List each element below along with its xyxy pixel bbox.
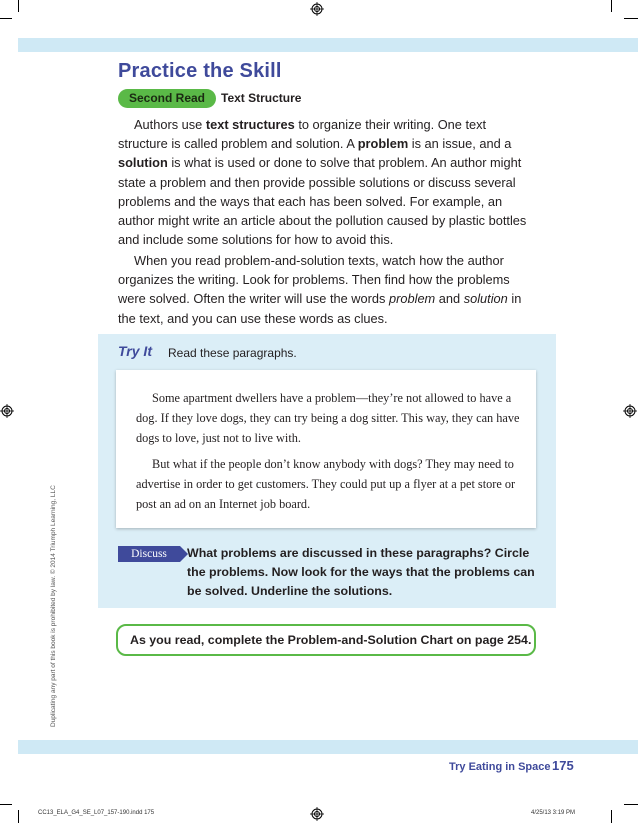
registration-mark-icon: [623, 404, 637, 418]
top-band: [18, 38, 638, 52]
reading-note: As you read, complete the Problem-and-Solution Chart on page 254.: [116, 624, 536, 656]
crop-mark: [611, 810, 612, 823]
passage-paragraph: Some apartment dwellers have a problem—they’re not allowed to have a dog. If they love dogs, they can try being a dog sitter. This way, they can have dogs to love, just not to live with.: [136, 391, 520, 445]
copyright-note: Duplicating any part of this book is prohibited by law. © 2014 Triumph Learning, LLC: [50, 485, 57, 727]
discuss-prompt: What problems are discussed in these paragraphs? Circle the problems. Now look for the ways that the problems can be solved. Underline the solutions.: [187, 546, 535, 598]
discuss-tag: Discuss: [118, 546, 180, 562]
footer-title: Try Eating in Space: [449, 761, 551, 773]
crop-mark: [18, 810, 19, 823]
paragraph: Authors use text structures to organize their writing. One text structure is called problem and solution. A problem is an issue, and a solution is what is used or done to solve that problem. An author might state a problem and then provide possible solutions or discuss several problems and the ways that each has been solved. For example, an author might write an article about the pollution caused by plastic bottles and include some solutions for how to avoid this.: [118, 117, 527, 248]
registration-mark-icon: [310, 2, 324, 16]
bottom-band: [18, 740, 638, 754]
try-it-instruction: Read these paragraphs.: [168, 346, 297, 360]
crop-mark: [18, 0, 19, 12]
file-slug: CC13_ELA_G4_SE_L07_157-190.indd 175: [38, 810, 155, 816]
page-number: 175: [552, 758, 574, 773]
date-slug: 4/25/13 3:19 PM: [531, 810, 576, 816]
crop-mark: [624, 804, 638, 805]
paragraph: When you read problem-and-solution texts, watch how the author organizes the writing. Look for problems. Then find how the problems were solved. Often the writer will use the words problem and solution in the text, and you can use these words as clues.: [118, 253, 522, 326]
try-it-label: Try It: [118, 343, 152, 359]
crop-mark: [624, 18, 638, 19]
second-read-badge: Second Read: [118, 89, 216, 108]
passage-text: [136, 388, 521, 514]
crop-mark: [0, 18, 12, 19]
registration-mark-icon: [0, 404, 14, 418]
intro-paragraph: [118, 115, 538, 249]
crop-mark: [0, 804, 12, 805]
second-paragraph: [118, 251, 538, 328]
registration-mark-icon: [310, 807, 324, 821]
page-title: Practice the Skill: [118, 60, 282, 82]
passage-paragraph: But what if the people don’t know anybody with dogs? They may need to advertise in order to get customers. They could put up a flyer at a pet store or post an ad on an Internet job board.: [136, 457, 516, 511]
section-heading: Text Structure: [221, 91, 302, 105]
crop-mark: [611, 0, 612, 12]
